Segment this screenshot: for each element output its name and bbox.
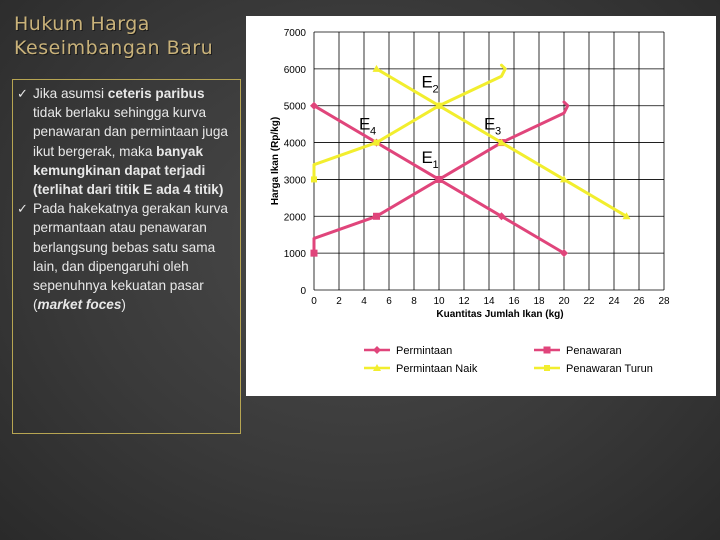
data-point-square: [544, 347, 551, 354]
slide-title: [14, 12, 254, 60]
x-tick-label: 26: [633, 296, 645, 307]
bullet-text-run: tidak berlaku sehingga kurva penawaran dan permintaan juga ikut bergerak, maka: [33, 105, 228, 159]
bullet-text-run: ): [121, 297, 126, 313]
x-tick-label: 0: [311, 296, 317, 307]
y-tick-label: 3000: [283, 175, 306, 187]
bullet-text-run: Jika asumsi: [33, 86, 108, 101]
text-box: [12, 79, 241, 434]
legend-label: Penawaran Turun: [566, 363, 653, 375]
legend-label: Permintaan: [396, 345, 453, 357]
bullet-text-run: ceteris paribus: [107, 86, 205, 101]
checkmark-icon: ✓: [17, 201, 28, 217]
data-point-star: [311, 176, 317, 182]
equilibrium-label: E: [421, 72, 433, 92]
x-tick-label: 10: [433, 296, 445, 307]
x-tick-label: 20: [558, 296, 570, 307]
x-tick-label: 28: [658, 296, 670, 307]
data-point-square: [311, 250, 318, 257]
bullet-item: [17, 199, 234, 314]
bullet-item: [17, 84, 234, 199]
x-axis-label: Kuantitas Jumlah Ikan (kg): [436, 309, 564, 320]
y-tick-label: 2000: [283, 212, 306, 224]
bullet-list: [17, 84, 234, 314]
x-tick-label: 8: [411, 296, 417, 307]
data-point-star: [374, 140, 380, 146]
bullet-text: [33, 84, 234, 199]
x-tick-label: 12: [458, 296, 470, 307]
x-tick-label: 24: [608, 296, 620, 307]
title-line-1: Hukum Harga: [14, 13, 150, 35]
legend-label: Permintaan Naik: [396, 363, 478, 375]
equilibrium-subscript: 1: [432, 158, 439, 171]
data-point-diamond: [373, 346, 381, 354]
data-point-square: [373, 213, 380, 220]
equilibrium-subscript: 2: [432, 83, 439, 96]
x-tick-label: 6: [386, 296, 392, 307]
chart-area: [246, 16, 716, 396]
data-point-triangle: [373, 65, 381, 72]
y-tick-label: 7000: [283, 28, 306, 39]
y-tick-label: 5000: [283, 101, 306, 113]
x-tick-label: 22: [583, 296, 595, 307]
x-tick-label: 16: [508, 296, 520, 307]
chart-svg: [246, 16, 716, 396]
x-tick-label: 4: [361, 296, 367, 307]
bullet-text-run: banyak kemungkinan dapat terjadi (terlihat dari titik E ada 4 titik): [33, 143, 224, 198]
bullet-text: [33, 199, 234, 314]
equilibrium-label: E: [484, 114, 496, 134]
bullet-text-run: market foces: [37, 297, 122, 313]
y-tick-label: 6000: [283, 64, 306, 76]
equilibrium-label: E: [421, 147, 433, 167]
y-tick-label: 4000: [283, 138, 306, 150]
equilibrium-label: E: [359, 114, 371, 134]
data-point-star: [544, 365, 550, 371]
equilibrium-subscript: 4: [370, 125, 377, 138]
data-point-star: [436, 103, 442, 109]
y-tick-label: 1000: [283, 249, 306, 261]
data-point-square: [436, 176, 443, 183]
x-tick-label: 2: [336, 296, 342, 307]
legend-label: Penawaran: [566, 345, 622, 357]
y-axis-label: Harga Ikan (Rp/kg): [270, 116, 281, 206]
checkmark-icon: ✓: [17, 86, 28, 101]
x-tick-label: 14: [483, 296, 495, 307]
title-line-2: Keseimbangan Baru: [14, 37, 214, 59]
equilibrium-subscript: 3: [495, 125, 502, 138]
x-tick-label: 18: [533, 296, 545, 307]
y-tick-label: 0: [300, 286, 306, 297]
bullet-text-run: Pada hakekatnya gerakan kurva permantaan atau penawaran berlangsung bebas satu sama lain, dan dipengaruhi oleh sepenuhnya kekuatan pasar (: [33, 201, 228, 313]
